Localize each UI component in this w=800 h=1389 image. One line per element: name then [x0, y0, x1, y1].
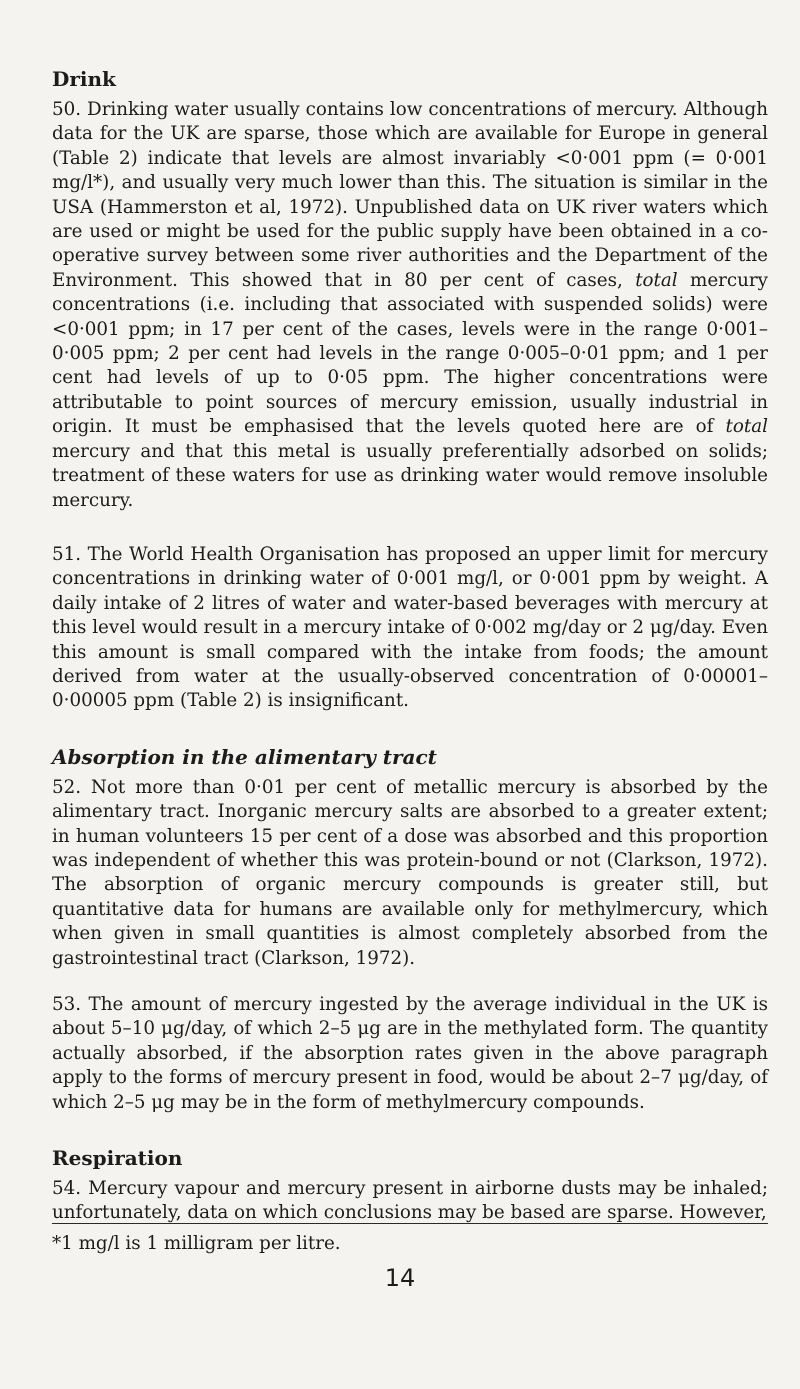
section-heading-drink: Drink: [52, 67, 116, 91]
emphasis-total-2: total: [725, 416, 768, 438]
emphasis-total-1: total: [635, 269, 678, 291]
paragraph-52: 52. Not more than 0·01 per cent of metallic mercury is absorbed by the alimentary tract. Inorganic mercury salts are absorbed to a greater extent; in human volunteers 15 per cent of a dose was absorbed and this proportion was independent of whether this was protein-bound or not (Clarkson, 1972). The absorption of organic mercury compounds is greater still, but quantitative data for humans are available only for methylmercury, which when given in small quantities is almost completely absorbed from the gastrointestinal tract (Clarkson, 1972).: [52, 776, 768, 969]
section-heading-absorption: Absorption in the alimentary tract: [52, 744, 437, 769]
paragraph-50-part-c: mercury and that this metal is usually preferentially adsorbed on solids; treatment of these waters for use as drinking water would remove insoluble mercury.: [52, 440, 768, 511]
paragraph-54: 54. Mercury vapour and mercury present in airborne dusts may be inhaled; unfortunately, data on which conclusions may be based are sparse. However,: [52, 1178, 768, 1224]
page-body: [52, 66, 768, 1226]
paragraph-53: 53. The amount of mercury ingested by the average individual in the UK is about 5–10 μg/day, of which 2–5 μg are in the methylated form. The quantity actually absorbed, if the absorption rates given in the above paragraph apply to the forms of mercury present in food, would be about 2–7 μg/day, of which 2–5 μg may be in the form of methylmercury compounds.: [52, 994, 768, 1113]
paragraph-50-part-a: 50. Drinking water usually contains low concentrations of mercury. Although data for the UK are sparse, those which are available for Europe in general (Table 2) indicate that levels are almost invariably <0·001 ppm (= 0·001 mg/l*), and usually very much lower than this. The situation is similar in the USA (Hammerston et al, 1972). Unpublished data on UK river waters which are used or might be used for the public supply have been obtained in a co-operative survey between some river authorities and the Department of the Environment. This showed that in 80 per cent of cases,: [52, 99, 768, 291]
footnote: *1 mg/l is 1 milligram per litre.: [52, 1233, 341, 1254]
paragraph-51: 51. The World Health Organisation has proposed an upper limit for mercury concentrations in drinking water of 0·001 mg/l, or 0·001 ppm by weight. A daily intake of 2 litres of water and water-based beverages with mercury at this level would result in a mercury intake of 0·002 mg/day or 2 μg/day. Even this amount is small compared with the intake from foods; the amount derived from water at the usually-observed concentration of 0·00001–0·00005 ppm (Table 2) is insignificant.: [52, 543, 768, 712]
footnote-divider: [52, 1223, 768, 1224]
section-heading-respiration: Respiration: [52, 1146, 183, 1171]
paragraph-50: [52, 98, 768, 513]
page-number: 14: [384, 1264, 416, 1292]
paragraph-50-part-b: mercury concentrations (i.e. including that associated with suspended solids) were <0·001 ppm; in 17 per cent of the cases, levels were in the range 0·001–0·005 ppm; 2 per cent had levels in the range 0·005–0·01 ppm; and 1 per cent had levels of up to 0·05 ppm. The higher concentrations were attributable to point sources of mercury emission, usually industrial in origin. It must be emphasised that the levels quoted here are of: [52, 269, 768, 438]
